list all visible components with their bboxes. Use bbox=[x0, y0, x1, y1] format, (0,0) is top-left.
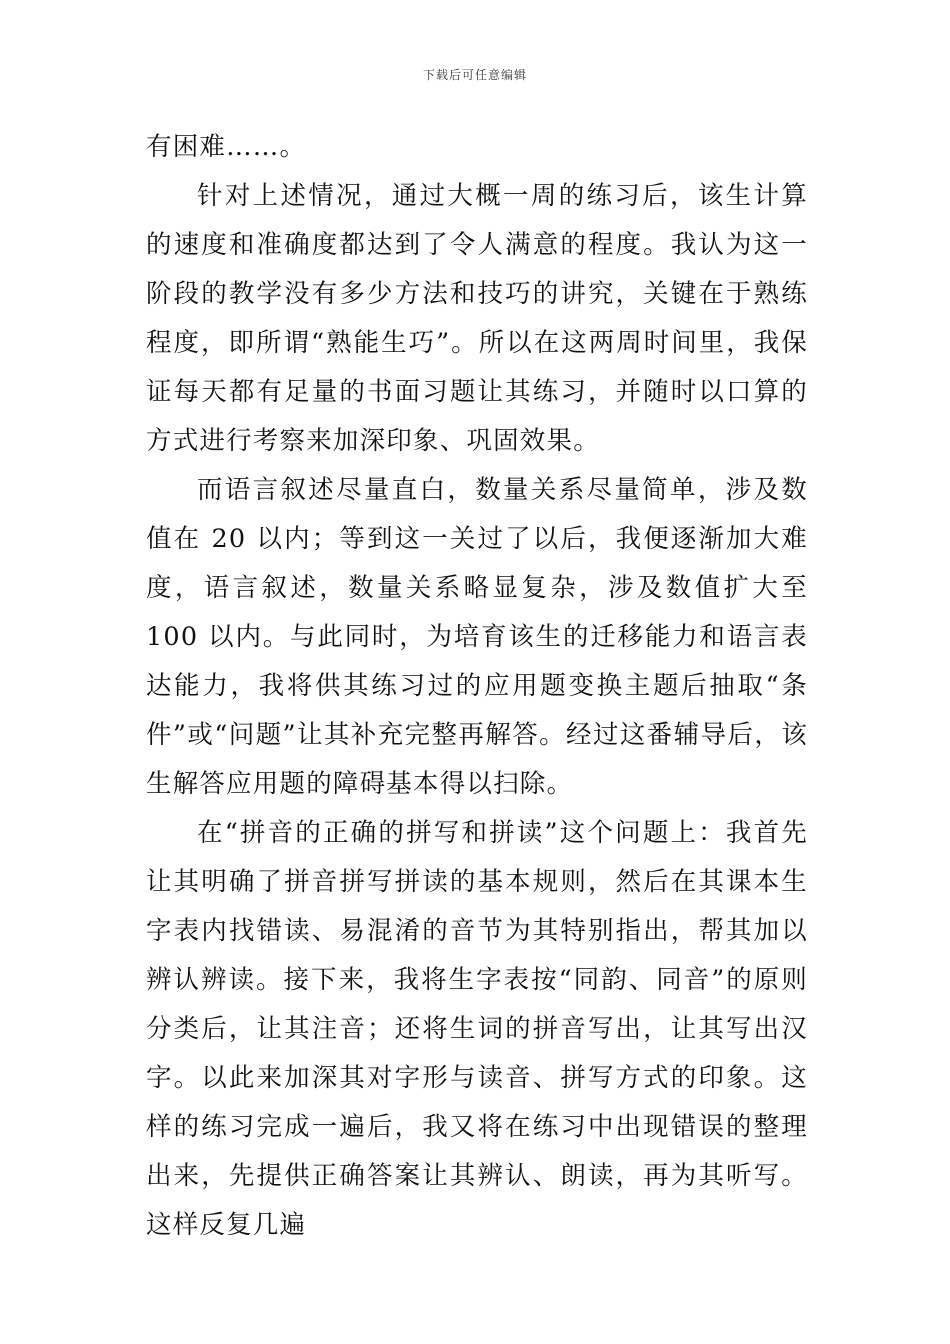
document-body bbox=[146, 123, 808, 1250]
paragraph-2: 针对上述情况，通过大概一周的练习后，该生计算的速度和准确度都达到了令人满意的程度。我认为这一阶段的教学没有多少方法和技巧的讲究，关键在于熟练程度，即所谓“熟能生巧”。所以在这两周时间里，我保证每天都有足量的书面习题让其练习，并随时以口算的方式进行考察来加深印象、巩固效果。 bbox=[146, 181, 808, 456]
paragraph-4: 在“拼音的正确的拼写和拼读”这个问题上：我首先让其明确了拼音拼写拼读的基本规则，然后在其课本生字表内找错读、易混淆的音节为其特别指出，帮其加以辨认辨读。接下来，我将生字表按“同韵、同音”的原则分类后，让其注音；还将生词的拼音写出，让其写出汉字。以此来加深其对字形与读音、拼写方式的印象。这样的练习完成一遍后，我又将在练习中出现错误的整理出来，先提供正确答案让其辨认、朗读，再为其听写。这样反复几遍 bbox=[146, 818, 808, 1240]
paragraph-3: 而语言叙述尽量直白，数量关系尽量简单，涉及数值在 20 以内；等到这一关过了以后，我便逐渐加大难度，语言叙述，数量关系略显复杂，涉及数值扩大至 100 以内。与此同时，为培育该生的迁移能力和语言表达能力，我将供其练习过的应用题变换主题后抽取“条件”或“问题”让其补充完整再解答。经过这番辅导后，该生解答应用题的障碍基本得以扫除。 bbox=[146, 475, 808, 799]
page-header: 下载后可任意编辑 bbox=[422, 68, 527, 82]
paragraph-1: 有困难……。 bbox=[146, 132, 307, 162]
